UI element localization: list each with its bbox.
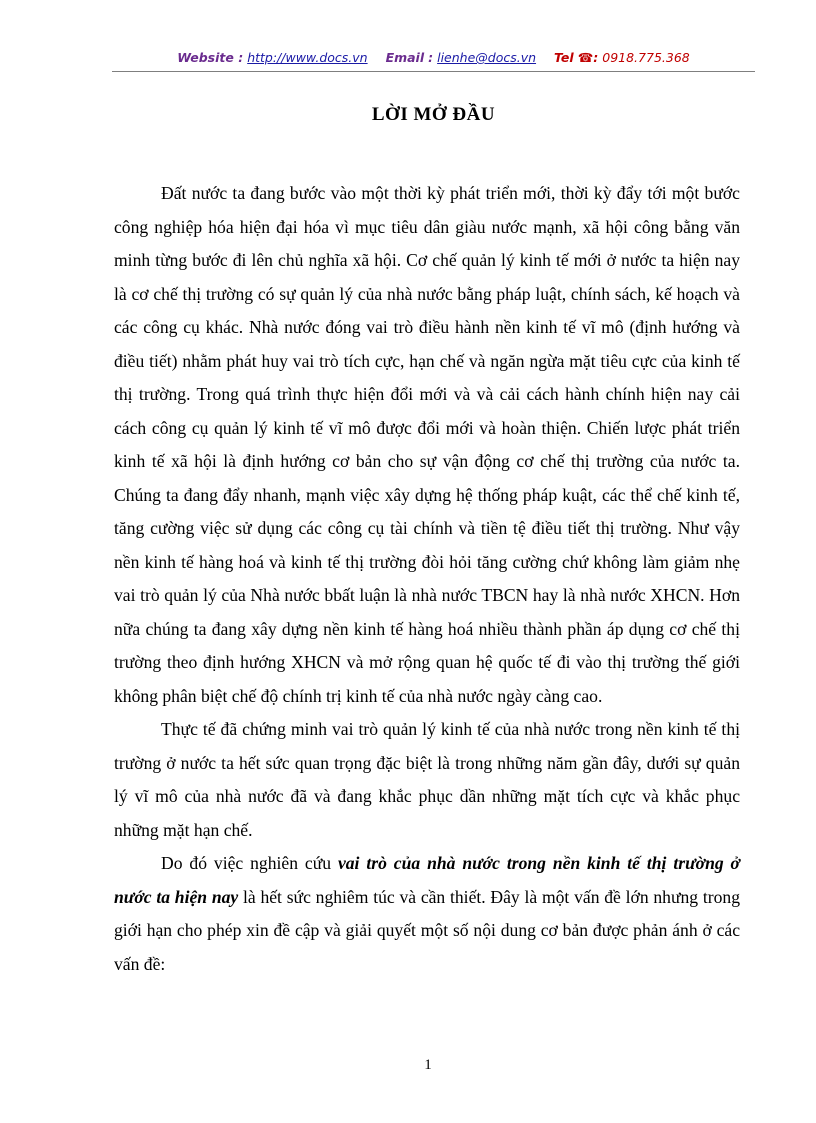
email-separator: :	[428, 50, 434, 65]
phone-icon: ☎:	[577, 50, 599, 65]
page-number: 1	[424, 1057, 432, 1073]
page-header	[112, 50, 755, 65]
paragraph-2: Thực tế đã chứng minh vai trò quản lý kinh tế của nhà nước trong nền kinh tế thị trường ở nước ta hết sức quan trọng đặc biệt là trong những năm gần đây, dưới sự quản lý vĩ mô của nhà nước đã và đang khắc phục dần những mặt tích cực và khắc phục những mặt hạn chế.	[114, 719, 740, 840]
paragraph-3	[114, 847, 740, 981]
tel-label: Tel	[554, 50, 574, 65]
website-link[interactable]: http://www.docs.vn	[247, 50, 368, 65]
paragraph-3-emphasis: vai trò của nhà nước trong nền kinh tế thị trường ở nước ta hiện nay	[114, 853, 740, 907]
email-link[interactable]: lienhe@docs.vn	[437, 50, 537, 65]
header-divider	[112, 71, 755, 72]
paragraph-3-intro: Do đó việc nghiên cứu	[161, 853, 338, 873]
document-body	[114, 177, 740, 981]
paragraph-3-rest: là hết sức nghiêm túc và cần thiết. Đây là một vấn đề lớn nhưng trong giới hạn cho phép xin đề cập và giải quyết một số nội dung cơ bản được phản ánh ở các vấn đề:	[114, 886, 740, 974]
website-label: Website :	[177, 50, 244, 65]
email-label: Email	[385, 50, 425, 65]
phone-number: 0918.775.368	[602, 50, 690, 65]
paragraph-1: Đất nước ta đang bước vào một thời kỳ phát triển mới, thời kỳ đẩy tới một bước công nghiệp hóa hiện đại hóa vì mục tiêu dân giàu nước mạnh, xã hội công bằng văn minh từng bước đi lên chủ nghĩa xã hội. Cơ chế quản lý kinh tế mới ở nước ta hiện nay là cơ chế thị trường có sự quản lý của nhà nước bằng pháp luật, chính sách, kế hoạch và các công cụ khác. Nhà nước đóng vai trò điều hành nền kinh tế vĩ mô (định hướng và điều tiết) nhằm phát huy vai trò tích cực, hạn chế và ngăn ngừa mặt tiêu cực của kinh tế thị trường. Trong quá trình thực hiện đổi mới và và cải cách hành chính hiện nay cải cách công cụ quản lý kinh tế vĩ mô được đổi mới và hoàn thiện. Chiến lược phát triển kinh tế xã hội là định hướng cơ bản cho sự vận động cơ chế thị trường của nước ta. Chúng ta đang đẩy nhanh, mạnh việc xây dựng hệ thống pháp kuật, các thể chế kinh tế, tăng cường việc sử dụng các công cụ tài chính và tiền tệ điều tiết thị trường. Như vậy nền kinh tế hàng hoá và kinh tế thị trường đòi hỏi tăng cường chứ không làm giảm nhẹ vai trò quản lý của Nhà nước bbất luận là nhà nước TBCN hay là nhà nước XHCN. Hơn nữa chúng ta đang xây dựng nền kinh tế hàng hoá nhiều thành phần áp dụng cơ chế thị trường theo định hướng XHCN và mở rộng quan hệ quốc tế đi vào thị trường thế giới không phân biệt chế độ chính trị kinh tế của nhà nước ngày càng cao.	[114, 183, 740, 706]
page-title: LỜI MỞ ĐẦU	[371, 104, 496, 125]
